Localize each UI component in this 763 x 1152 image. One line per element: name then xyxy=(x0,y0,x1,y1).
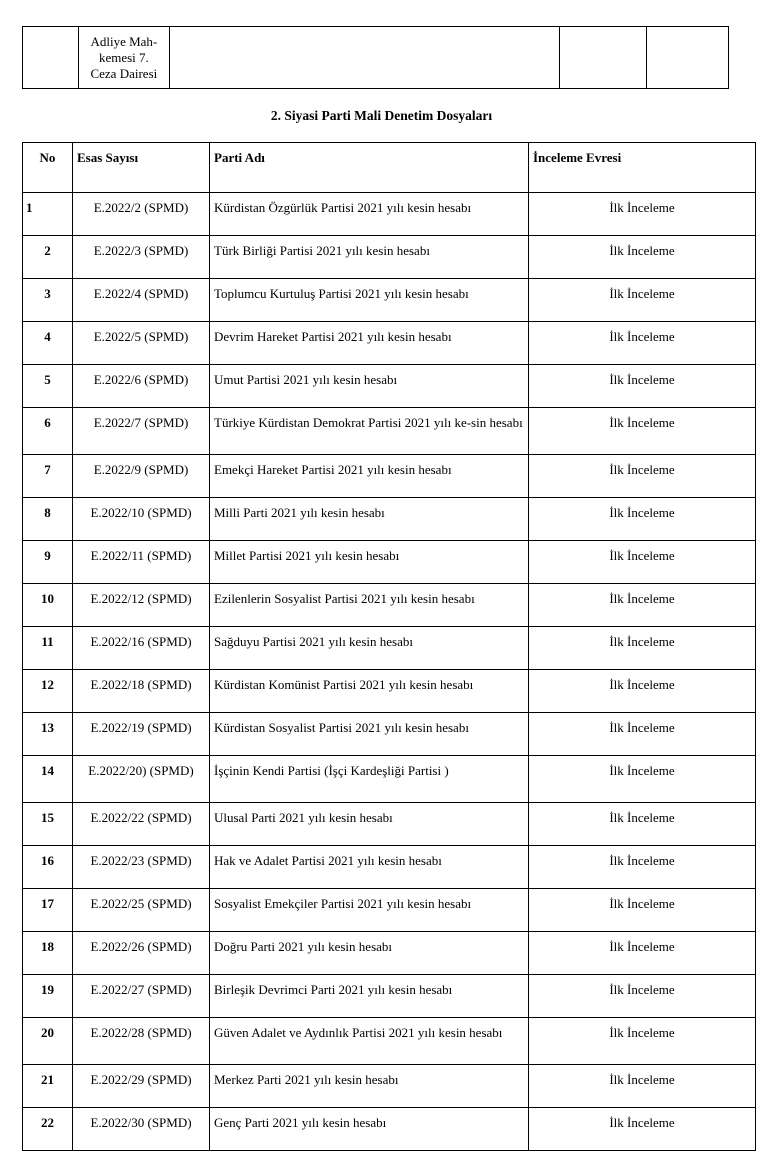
row-esas: E.2022/18 (SPMD) xyxy=(73,670,210,713)
row-esas: E.2022/30 (SPMD) xyxy=(73,1108,210,1151)
row-parti: Türk Birliği Partisi 2021 yılı kesin hesabı xyxy=(210,236,529,279)
row-no: 21 xyxy=(23,1065,73,1108)
row-no: 22 xyxy=(23,1108,73,1151)
table-row xyxy=(23,756,756,803)
table-row xyxy=(23,670,756,713)
table-row xyxy=(23,193,756,236)
row-no: 10 xyxy=(23,584,73,627)
row-esas: E.2022/19 (SPMD) xyxy=(73,713,210,756)
continuation-table xyxy=(22,26,729,89)
header-evre: İnceleme Evresi xyxy=(529,143,756,193)
row-parti: Emekçi Hareket Partisi 2021 yılı kesin hesabı xyxy=(210,455,529,498)
row-parti: Milli Parti 2021 yılı kesin hesabı xyxy=(210,498,529,541)
table-row xyxy=(23,455,756,498)
row-evre: İlk İnceleme xyxy=(529,975,756,1018)
table-row xyxy=(23,322,756,365)
row-evre: İlk İnceleme xyxy=(529,1018,756,1065)
row-evre: İlk İnceleme xyxy=(529,408,756,455)
row-evre: İlk İnceleme xyxy=(529,279,756,322)
row-parti: Kürdistan Sosyalist Partisi 2021 yılı kesin hesabı xyxy=(210,713,529,756)
court-line: Adliye Mah- xyxy=(90,33,158,49)
table-row xyxy=(23,1018,756,1065)
row-parti: Genç Parti 2021 yılı kesin hesabı xyxy=(210,1108,529,1151)
row-esas: E.2022/6 (SPMD) xyxy=(73,365,210,408)
table-row xyxy=(23,803,756,846)
table-row xyxy=(23,498,756,541)
table-row xyxy=(23,584,756,627)
row-parti: Toplumcu Kurtuluş Partisi 2021 yılı kesin hesabı xyxy=(210,279,529,322)
row-parti: Kürdistan Özgürlük Partisi 2021 yılı kesin hesabı xyxy=(210,193,529,236)
cell-court xyxy=(78,27,169,89)
row-parti: Devrim Hareket Partisi 2021 yılı kesin hesabı xyxy=(210,322,529,365)
row-esas: E.2022/22 (SPMD) xyxy=(73,803,210,846)
table-row xyxy=(23,846,756,889)
row-evre: İlk İnceleme xyxy=(529,365,756,408)
table-row xyxy=(23,279,756,322)
row-evre: İlk İnceleme xyxy=(529,670,756,713)
row-no: 11 xyxy=(23,627,73,670)
row-parti: Doğru Parti 2021 yılı kesin hesabı xyxy=(210,932,529,975)
row-evre: İlk İnceleme xyxy=(529,713,756,756)
row-no: 14 xyxy=(23,756,73,803)
cell-empty-a xyxy=(560,27,647,89)
row-no: 12 xyxy=(23,670,73,713)
row-parti: Birleşik Devrimci Parti 2021 yılı kesin hesabı xyxy=(210,975,529,1018)
row-evre: İlk İnceleme xyxy=(529,455,756,498)
table-header-row xyxy=(23,143,756,193)
row-parti: Sağduyu Partisi 2021 yılı kesin hesabı xyxy=(210,627,529,670)
row-parti: İşçinin Kendi Partisi (İşçi Kardeşliği Partisi ) xyxy=(210,756,529,803)
table-row xyxy=(23,627,756,670)
table-row xyxy=(23,541,756,584)
row-no: 5 xyxy=(23,365,73,408)
row-esas: E.2022/3 (SPMD) xyxy=(73,236,210,279)
row-no: 13 xyxy=(23,713,73,756)
row-esas: E.2022/4 (SPMD) xyxy=(73,279,210,322)
row-no: 2 xyxy=(23,236,73,279)
cell-empty-b xyxy=(647,27,729,89)
row-evre: İlk İnceleme xyxy=(529,627,756,670)
row-evre: İlk İnceleme xyxy=(529,756,756,803)
table-row xyxy=(23,932,756,975)
table-row xyxy=(23,365,756,408)
table-row xyxy=(23,236,756,279)
row-esas: E.2022/25 (SPMD) xyxy=(73,889,210,932)
row-evre: İlk İnceleme xyxy=(529,193,756,236)
table-body xyxy=(23,193,756,1151)
row-evre: İlk İnceleme xyxy=(529,541,756,584)
row-no: 1 xyxy=(23,193,73,236)
table-row xyxy=(23,889,756,932)
row-esas: E.2022/20) (SPMD) xyxy=(73,756,210,803)
row-parti: Sosyalist Emekçiler Partisi 2021 yılı kesin hesabı xyxy=(210,889,529,932)
row-evre: İlk İnceleme xyxy=(529,932,756,975)
row-evre: İlk İnceleme xyxy=(529,1065,756,1108)
table-row xyxy=(23,1108,756,1151)
row-esas: E.2022/2 (SPMD) xyxy=(73,193,210,236)
court-line: kemesi 7. xyxy=(98,49,149,65)
row-parti: Merkez Parti 2021 yılı kesin hesabı xyxy=(210,1065,529,1108)
row-parti: Ezilenlerin Sosyalist Partisi 2021 yılı kesin hesabı xyxy=(210,584,529,627)
cell-empty-wide xyxy=(169,27,559,89)
row-esas: E.2022/5 (SPMD) xyxy=(73,322,210,365)
section-title: 2. Siyasi Parti Mali Denetim Dosyaları xyxy=(270,108,493,123)
row-esas: E.2022/23 (SPMD) xyxy=(73,846,210,889)
row-no: 4 xyxy=(23,322,73,365)
row-esas: E.2022/10 (SPMD) xyxy=(73,498,210,541)
row-esas: E.2022/28 (SPMD) xyxy=(73,1018,210,1065)
table-row xyxy=(23,975,756,1018)
court-line: Ceza Dairesi xyxy=(90,65,158,81)
audit-files-table xyxy=(22,142,756,1151)
row-parti: Hak ve Adalet Partisi 2021 yılı kesin hesabı xyxy=(210,846,529,889)
continuation-row xyxy=(23,27,729,89)
row-no: 18 xyxy=(23,932,73,975)
row-evre: İlk İnceleme xyxy=(529,846,756,889)
row-parti: Güven Adalet ve Aydınlık Partisi 2021 yılı kesin hesabı xyxy=(210,1018,529,1065)
header-parti: Parti Adı xyxy=(210,143,529,193)
row-parti: Millet Partisi 2021 yılı kesin hesabı xyxy=(210,541,529,584)
header-esas: Esas Sayısı xyxy=(73,143,210,193)
row-evre: İlk İnceleme xyxy=(529,1108,756,1151)
table-row xyxy=(23,1065,756,1108)
row-no: 6 xyxy=(23,408,73,455)
row-esas: E.2022/26 (SPMD) xyxy=(73,932,210,975)
cell-empty-no xyxy=(23,27,79,89)
row-no: 7 xyxy=(23,455,73,498)
row-parti: Umut Partisi 2021 yılı kesin hesabı xyxy=(210,365,529,408)
row-esas: E.2022/11 (SPMD) xyxy=(73,541,210,584)
table-row xyxy=(23,408,756,455)
row-esas: E.2022/29 (SPMD) xyxy=(73,1065,210,1108)
row-no: 17 xyxy=(23,889,73,932)
row-evre: İlk İnceleme xyxy=(529,322,756,365)
table-row xyxy=(23,713,756,756)
row-esas: E.2022/12 (SPMD) xyxy=(73,584,210,627)
row-parti: Kürdistan Komünist Partisi 2021 yılı kesin hesabı xyxy=(210,670,529,713)
row-parti: Ulusal Parti 2021 yılı kesin hesabı xyxy=(210,803,529,846)
row-esas: E.2022/16 (SPMD) xyxy=(73,627,210,670)
row-esas: E.2022/27 (SPMD) xyxy=(73,975,210,1018)
row-evre: İlk İnceleme xyxy=(529,803,756,846)
row-esas: E.2022/9 (SPMD) xyxy=(73,455,210,498)
row-no: 15 xyxy=(23,803,73,846)
row-no: 16 xyxy=(23,846,73,889)
row-parti: Türkiye Kürdistan Demokrat Partisi 2021 yılı ke-sin hesabı xyxy=(210,408,529,455)
row-no: 3 xyxy=(23,279,73,322)
row-no: 19 xyxy=(23,975,73,1018)
row-evre: İlk İnceleme xyxy=(529,236,756,279)
row-no: 9 xyxy=(23,541,73,584)
row-no: 8 xyxy=(23,498,73,541)
header-no: No xyxy=(23,143,73,193)
row-evre: İlk İnceleme xyxy=(529,584,756,627)
row-no: 20 xyxy=(23,1018,73,1065)
row-evre: İlk İnceleme xyxy=(529,889,756,932)
row-evre: İlk İnceleme xyxy=(529,498,756,541)
row-esas: E.2022/7 (SPMD) xyxy=(73,408,210,455)
